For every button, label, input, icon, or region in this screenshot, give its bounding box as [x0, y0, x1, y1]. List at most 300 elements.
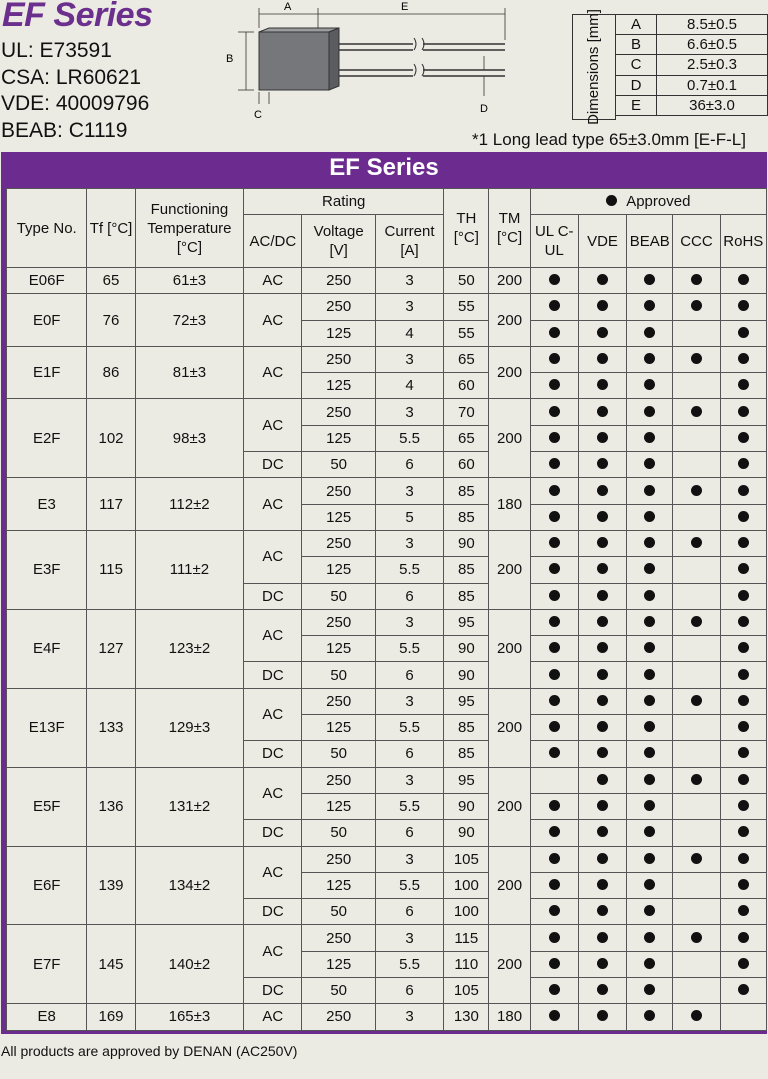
approved-dot-icon: [738, 774, 749, 785]
current-cell: 5.5: [375, 636, 443, 662]
approved-dot-icon: [549, 406, 560, 417]
approved-dot-icon: [691, 485, 702, 496]
approved-dot-icon: [644, 432, 655, 443]
approval-vde-cell: [578, 268, 626, 294]
tf-cell: 115: [87, 530, 135, 609]
approval-beab-cell: [627, 399, 673, 425]
approved-dot-icon: [738, 300, 749, 311]
approval-vde-cell: [578, 925, 626, 951]
dimension-row: [616, 55, 768, 75]
approval-ccc-cell: [673, 268, 720, 294]
approved-dot-icon: [738, 274, 749, 285]
approval-ul-cell: [530, 530, 578, 556]
voltage-cell: 125: [302, 425, 375, 451]
approval-vde-cell: [578, 846, 626, 872]
current-cell: 5.5: [375, 951, 443, 977]
approved-dot-icon: [738, 379, 749, 390]
approved-dot-icon: [644, 537, 655, 548]
th-cell: 65: [444, 425, 489, 451]
type-no-cell: E4F: [7, 609, 87, 688]
th-cell: 60: [444, 373, 489, 399]
tm-cell: 200: [489, 767, 530, 846]
approved-dot-icon: [549, 905, 560, 916]
approved-dot-icon: [644, 511, 655, 522]
approved-dot-icon: [644, 853, 655, 864]
approval-vde-cell: [578, 425, 626, 451]
th-cell: 60: [444, 452, 489, 478]
approval-rohs-cell: [720, 636, 766, 662]
approval-beab-cell: [627, 820, 673, 846]
approval-vde-cell: [578, 951, 626, 977]
approval-beab-cell: [627, 741, 673, 767]
functioning-temperature-cell: 98±3: [135, 399, 244, 478]
approved-dot-icon: [644, 563, 655, 574]
approved-dot-icon: [738, 590, 749, 601]
approved-dot-icon: [644, 669, 655, 680]
approved-dot-icon: [597, 406, 608, 417]
current-cell: 6: [375, 741, 443, 767]
th-cell: 105: [444, 978, 489, 1004]
voltage-cell: 250: [302, 346, 375, 372]
approval-beab-cell: [627, 925, 673, 951]
label-b: B: [226, 53, 234, 65]
table-row: [7, 346, 767, 372]
approval-rohs-cell: [720, 846, 766, 872]
approval-rohs-cell: [720, 373, 766, 399]
th-cell: 85: [444, 557, 489, 583]
approved-dot-icon: [691, 616, 702, 627]
approval-ul-cell: [530, 399, 578, 425]
approval-vde-cell: [578, 609, 626, 635]
approval-ul-cell: [530, 478, 578, 504]
approval-ul-cell: [530, 294, 578, 320]
approval-ul-cell: [530, 925, 578, 951]
approved-dot-icon: [644, 800, 655, 811]
current-cell: 6: [375, 452, 443, 478]
tf-cell: 136: [87, 767, 135, 846]
header-tf: Tf [°C]: [87, 189, 135, 268]
approval-vde-cell: [578, 899, 626, 925]
approval-ccc-cell: [673, 425, 720, 451]
approval-rohs-cell: [720, 268, 766, 294]
th-cell: 85: [444, 504, 489, 530]
approved-dot-icon: [644, 826, 655, 837]
approved-dot-icon: [738, 721, 749, 732]
approval-vde-cell: [578, 872, 626, 898]
dimensions-table: [572, 9, 768, 125]
dimension-row: [616, 35, 768, 55]
current-cell: 3: [375, 767, 443, 793]
approved-dot-icon: [738, 826, 749, 837]
approval-rohs-cell: [720, 767, 766, 793]
cert-beab: BEAB: C1119: [1, 118, 128, 142]
voltage-cell: 125: [302, 872, 375, 898]
approval-rohs-cell: [720, 978, 766, 1004]
label-d: D: [480, 103, 488, 115]
fuse-body-top: [259, 28, 339, 32]
th-cell: 50: [444, 268, 489, 294]
footer-note: All products are approved by DENAN (AC250V): [1, 1043, 298, 1059]
approved-dot-icon: [597, 1010, 608, 1021]
voltage-cell: 250: [302, 1004, 375, 1030]
approved-dot-icon: [549, 958, 560, 969]
approval-beab-cell: [627, 268, 673, 294]
tf-cell: 65: [87, 268, 135, 294]
approval-beab-cell: [627, 583, 673, 609]
approved-dot-icon: [644, 721, 655, 732]
voltage-cell: 125: [302, 320, 375, 346]
functioning-temperature-cell: 81±3: [135, 346, 244, 399]
approval-vde-cell: [578, 767, 626, 793]
approved-dot-icon: [549, 379, 560, 390]
approval-ccc-cell: [673, 688, 720, 714]
tm-cell: 200: [489, 346, 530, 399]
approval-rohs-cell: [720, 662, 766, 688]
approved-dot-icon: [549, 642, 560, 653]
th-cell: 85: [444, 741, 489, 767]
dimension-key: E: [616, 95, 657, 115]
approved-dot-icon: [597, 379, 608, 390]
approval-ul-cell: [530, 609, 578, 635]
tm-cell: 200: [489, 530, 530, 609]
approved-dot-icon: [549, 1010, 560, 1021]
approved-dot-icon: [549, 800, 560, 811]
approved-dot-icon: [644, 590, 655, 601]
approved-dot-icon: [691, 853, 702, 864]
approval-rohs-cell: [720, 715, 766, 741]
approved-dot-icon: [597, 537, 608, 548]
approved-dot-icon: [549, 563, 560, 574]
break-marks: [414, 38, 424, 76]
tm-cell: 200: [489, 688, 530, 767]
th-cell: 90: [444, 793, 489, 819]
approved-dot-icon: [597, 879, 608, 890]
approved-dot-icon: [549, 695, 560, 706]
functioning-temperature-cell: 111±2: [135, 530, 244, 609]
approval-ul-cell: [530, 452, 578, 478]
approval-ul-cell: [530, 320, 578, 346]
approved-dot-icon: [644, 747, 655, 758]
voltage-cell: 250: [302, 925, 375, 951]
approval-beab-cell: [627, 767, 673, 793]
approved-dot-icon: [597, 932, 608, 943]
current-cell: 5.5: [375, 425, 443, 451]
acdc-cell: AC: [244, 688, 302, 741]
header-beab: BEAB: [627, 215, 673, 268]
approval-ccc-cell: [673, 793, 720, 819]
approved-dot-icon: [597, 826, 608, 837]
voltage-cell: 125: [302, 373, 375, 399]
approved-dot-icon: [691, 274, 702, 285]
th-cell: 105: [444, 846, 489, 872]
approval-beab-cell: [627, 425, 673, 451]
approved-dot-icon: [738, 932, 749, 943]
approved-dot-icon: [549, 984, 560, 995]
voltage-cell: 50: [302, 820, 375, 846]
dimension-value: 0.7±0.1: [657, 75, 768, 95]
voltage-cell: 125: [302, 557, 375, 583]
approved-dot-icon: [644, 353, 655, 364]
cert-ul: UL: E73591: [1, 39, 112, 62]
dimensions-heading: Dimensions [mm]: [585, 9, 602, 125]
approval-beab-cell: [627, 609, 673, 635]
approval-ccc-cell: [673, 872, 720, 898]
acdc-cell: AC: [244, 294, 302, 347]
voltage-cell: 50: [302, 741, 375, 767]
current-cell: 3: [375, 346, 443, 372]
tm-cell: 200: [489, 399, 530, 478]
approved-dot-icon: [597, 353, 608, 364]
th-cell: 90: [444, 662, 489, 688]
type-no-cell: E1F: [7, 346, 87, 399]
acdc-cell: AC: [244, 846, 302, 899]
approved-dot-icon: [597, 432, 608, 443]
approved-dot-icon: [597, 327, 608, 338]
approval-ccc-cell: [673, 951, 720, 977]
current-cell: 3: [375, 530, 443, 556]
approved-dot-icon: [691, 695, 702, 706]
th-cell: 100: [444, 872, 489, 898]
dimension-value: 8.5±0.5: [657, 15, 768, 35]
table-row: [7, 478, 767, 504]
approval-rohs-cell: [720, 504, 766, 530]
current-cell: 3: [375, 688, 443, 714]
type-no-cell: E6F: [7, 846, 87, 925]
approved-dot-icon: [549, 458, 560, 469]
approval-vde-cell: [578, 530, 626, 556]
approval-vde-cell: [578, 478, 626, 504]
long-lead-note: *1 Long lead type 65±3.0mm [E-F-L]: [472, 130, 746, 149]
table-row: [7, 268, 767, 294]
approved-dot-icon: [738, 905, 749, 916]
approval-beab-cell: [627, 899, 673, 925]
table-row: [7, 530, 767, 556]
functioning-temperature-cell: 129±3: [135, 688, 244, 767]
voltage-cell: 125: [302, 636, 375, 662]
approval-ccc-cell: [673, 504, 720, 530]
current-cell: 6: [375, 899, 443, 925]
voltage-cell: 125: [302, 793, 375, 819]
tm-cell: 200: [489, 268, 530, 294]
approved-dot-icon: [691, 300, 702, 311]
approved-dot-icon: [738, 800, 749, 811]
current-cell: 6: [375, 820, 443, 846]
tf-cell: 76: [87, 294, 135, 347]
approval-beab-cell: [627, 846, 673, 872]
approved-dot-icon: [738, 695, 749, 706]
approval-ul-cell: [530, 636, 578, 662]
approval-ccc-cell: [673, 978, 720, 1004]
cert-csa: CSA: LR60621: [1, 65, 142, 89]
approved-dot-icon: [738, 669, 749, 680]
approved-dot-icon: [691, 1010, 702, 1021]
tf-cell: 145: [87, 925, 135, 1004]
current-cell: 3: [375, 1004, 443, 1030]
voltage-cell: 250: [302, 399, 375, 425]
approval-ul-cell: [530, 346, 578, 372]
approval-ul-cell: [530, 978, 578, 1004]
approval-beab-cell: [627, 872, 673, 898]
approved-dot-icon: [644, 379, 655, 390]
approved-dot-icon: [597, 300, 608, 311]
approval-ccc-cell: [673, 452, 720, 478]
current-cell: 6: [375, 978, 443, 1004]
tf-cell: 139: [87, 846, 135, 925]
approval-beab-cell: [627, 346, 673, 372]
approval-vde-cell: [578, 373, 626, 399]
current-cell: 6: [375, 662, 443, 688]
approved-dot-icon: [549, 537, 560, 548]
approved-dot-icon: [597, 695, 608, 706]
current-cell: 6: [375, 583, 443, 609]
approved-dot-icon: [549, 932, 560, 943]
approved-dot-icon: [549, 826, 560, 837]
approval-vde-cell: [578, 741, 626, 767]
approved-dot-icon: [644, 616, 655, 627]
dimension-row: [616, 15, 768, 35]
approved-dot-icon: [644, 984, 655, 995]
approval-ul-cell: [530, 715, 578, 741]
th-cell: 55: [444, 294, 489, 320]
approval-beab-cell: [627, 504, 673, 530]
approved-dot-icon: [597, 800, 608, 811]
approval-ccc-cell: [673, 767, 720, 793]
approved-dot-icon: [597, 958, 608, 969]
voltage-cell: 250: [302, 846, 375, 872]
functioning-temperature-cell: 140±2: [135, 925, 244, 1004]
table-row: [7, 688, 767, 714]
approved-dot-icon: [738, 406, 749, 417]
approved-dot-icon: [549, 432, 560, 443]
approval-rohs-cell: [720, 688, 766, 714]
certification-list: [1, 38, 149, 144]
header-acdc: AC/DC: [244, 215, 302, 268]
approval-vde-cell: [578, 978, 626, 1004]
dimensions-heading-cell: [572, 9, 616, 125]
voltage-cell: 250: [302, 688, 375, 714]
table-row: [7, 294, 767, 320]
approved-dot-icon: [644, 695, 655, 706]
acdc-cell: AC: [244, 478, 302, 531]
approved-dot-icon: [549, 669, 560, 680]
approved-dot-icon: [549, 353, 560, 364]
approved-dot-icon: [738, 747, 749, 758]
table-row: [7, 767, 767, 793]
table-row: [7, 1004, 767, 1030]
th-cell: 100: [444, 899, 489, 925]
current-cell: 3: [375, 478, 443, 504]
approved-dot-icon: [644, 958, 655, 969]
voltage-cell: 50: [302, 583, 375, 609]
approval-beab-cell: [627, 320, 673, 346]
current-cell: 5.5: [375, 557, 443, 583]
voltage-cell: 250: [302, 268, 375, 294]
acdc-cell: AC: [244, 609, 302, 662]
approval-rohs-cell: [720, 399, 766, 425]
approval-ul-cell: [530, 741, 578, 767]
approved-dot-icon: [597, 616, 608, 627]
header-tm: TM [°C]: [489, 189, 530, 268]
dimension-row: [616, 75, 768, 95]
voltage-cell: 50: [302, 899, 375, 925]
th-cell: 95: [444, 688, 489, 714]
approval-ccc-cell: [673, 373, 720, 399]
dimension-row: [616, 95, 768, 115]
approved-dot-icon: [644, 327, 655, 338]
approval-vde-cell: [578, 399, 626, 425]
approval-beab-cell: [627, 373, 673, 399]
approval-vde-cell: [578, 1004, 626, 1030]
approved-dot-icon: [738, 984, 749, 995]
dimension-value: 36±3.0: [657, 95, 768, 115]
table-row: [7, 846, 767, 872]
dimension-key: C: [616, 55, 657, 75]
approved-dot-icon: [549, 274, 560, 285]
voltage-cell: 50: [302, 662, 375, 688]
type-no-cell: E8: [7, 1004, 87, 1030]
approval-rohs-cell: [720, 899, 766, 925]
approved-dot-icon: [738, 958, 749, 969]
table-row: [7, 399, 767, 425]
approval-ccc-cell: [673, 294, 720, 320]
tm-cell: 200: [489, 609, 530, 688]
approval-ul-cell: [530, 557, 578, 583]
acdc-cell: DC: [244, 662, 302, 688]
approved-dot-icon: [597, 511, 608, 522]
approved-dot-icon: [597, 458, 608, 469]
dimension-key: D: [616, 75, 657, 95]
voltage-cell: 125: [302, 715, 375, 741]
voltage-cell: 50: [302, 452, 375, 478]
approved-dot-icon: [549, 485, 560, 496]
acdc-cell: AC: [244, 346, 302, 399]
voltage-cell: 50: [302, 978, 375, 1004]
dimension-value: 2.5±0.3: [657, 55, 768, 75]
tf-cell: 169: [87, 1004, 135, 1030]
functioning-temperature-cell: 165±3: [135, 1004, 244, 1030]
approved-dot-icon: [644, 774, 655, 785]
acdc-cell: DC: [244, 978, 302, 1004]
current-cell: 3: [375, 399, 443, 425]
dimension-key: A: [616, 15, 657, 35]
approval-beab-cell: [627, 1004, 673, 1030]
approval-vde-cell: [578, 636, 626, 662]
current-cell: 3: [375, 925, 443, 951]
approved-dot-icon: [644, 1010, 655, 1021]
approval-vde-cell: [578, 294, 626, 320]
header-current: Current [A]: [375, 215, 443, 268]
type-no-cell: E7F: [7, 925, 87, 1004]
approved-dot-icon: [738, 853, 749, 864]
approval-rohs-cell: [720, 741, 766, 767]
approval-beab-cell: [627, 452, 673, 478]
approval-rohs-cell: [720, 320, 766, 346]
approval-beab-cell: [627, 557, 673, 583]
approval-ul-cell: [530, 583, 578, 609]
approval-rohs-cell: [720, 583, 766, 609]
component-dimension-drawing: [218, 0, 518, 124]
approved-dot-icon: [644, 300, 655, 311]
approval-vde-cell: [578, 504, 626, 530]
approved-dot-icon: [738, 327, 749, 338]
th-cell: 90: [444, 636, 489, 662]
label-c: C: [254, 109, 262, 121]
approval-ul-cell: [530, 373, 578, 399]
approval-ul-cell: [530, 846, 578, 872]
functioning-temperature-cell: 123±2: [135, 609, 244, 688]
approval-ccc-cell: [673, 478, 720, 504]
approved-dot-icon: [691, 353, 702, 364]
